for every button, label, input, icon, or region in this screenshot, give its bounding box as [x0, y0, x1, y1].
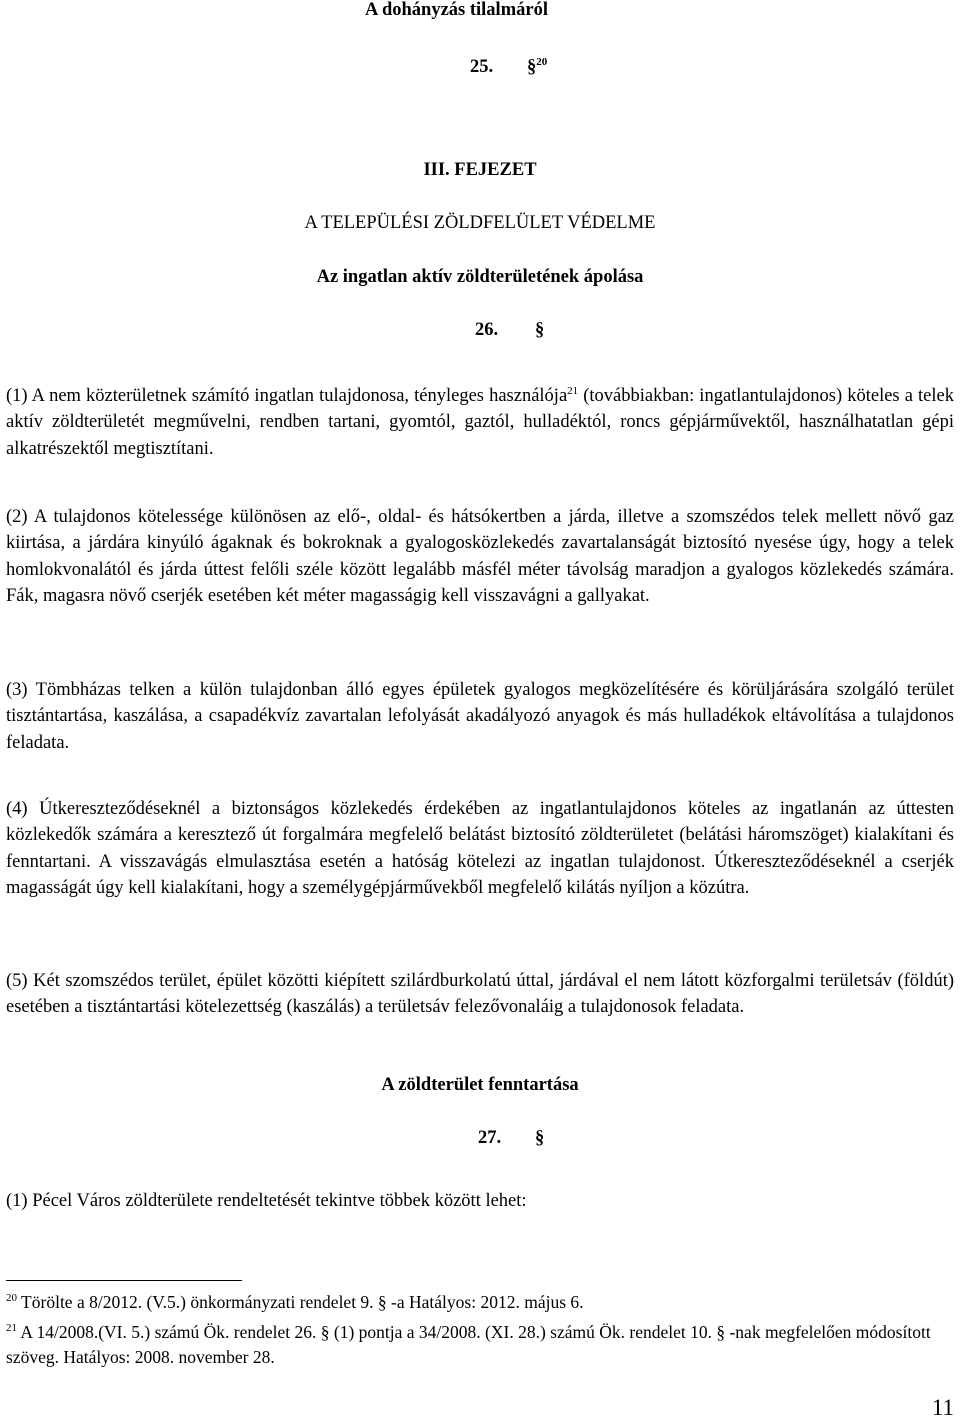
paragraph-1-text-b: (továbbiakban: ingatlantulajdonos) köteles a telek aktív zöldterületét megművelni, rendben tartani, gyomtól, gaztól, hulladéktól, roncs gépjárművektől, használhatatlan gépi alkatrészektől megtisztítani.	[6, 386, 954, 459]
footnote-21	[6, 1320, 954, 1370]
footnote-21-text: A 14/2008.(VI. 5.) számú Ök. rendelet 26. § (1) pontja a 34/2008. (XI. 28.) számú Ök. rendelet 10. § -nak megfelelően módosított szöveg. Hatályos: 2008. november 28.	[6, 1322, 931, 1367]
document-title: A dohányzás tilalmáról	[365, 0, 548, 20]
section-27-number: 27.	[478, 1128, 502, 1148]
footnote-20-marker: 20	[6, 1292, 17, 1305]
section-26-paragraph-4: (4) Útkereszteződéseknél a biztonságos közlekedés érdekében az ingatlantulajdonos köteles az ingatlanán az úttesten közlekedők számára a keresztező út forgalmára megfelelő belátást biztosító zöldterületet (belátási háromszöget) kialakítani és fenntartani. A visszavágás elmulasztása esetén a hatóság kötelezi az ingatlan tulajdonost. Útkereszteződéseknél a cserjék magasságát úgy kell kialakítani, hogy a személygépjárművekből megfelelő kilátás nyíljon a közútra.	[6, 799, 954, 899]
section-27-sign: §	[535, 1128, 545, 1148]
chapter-number: III. FEJEZET	[423, 160, 537, 180]
section-26-paragraph-5: (5) Két szomszédos terület, épület közötti kiépített szilárdburkolatú úttal, járdával el nem látott közforgalmi területsáv (földút) esetében a tisztántartási kötelezettség (kaszálás) a területsáv felezővonaláig a tulajdonosok feladata.	[6, 971, 954, 1018]
section-26-sign: §	[535, 320, 545, 340]
section-27-paragraph-1: (1) Pécel Város zöldterülete rendeltetését tekintve többek között lehet:	[6, 1191, 527, 1211]
footnote-20	[6, 1290, 954, 1315]
footnote-separator	[6, 1280, 242, 1281]
section-26-paragraph-1	[6, 383, 954, 462]
subheading: A zöldterület fenntartása	[381, 1075, 579, 1095]
chapter-title: A TELEPÜLÉSI ZÖLDFELÜLET VÉDELME	[304, 213, 656, 233]
section-sign: §	[527, 57, 537, 77]
section-26-number: 26.	[475, 320, 499, 340]
footnote-21-marker: 21	[6, 1322, 17, 1335]
footnote-ref-20[interactable]: 20	[536, 55, 548, 68]
section-25-number: 25.	[470, 57, 494, 77]
paragraph-1-text-a: (1) A nem közterületnek számító ingatlan tulajdonosa, tényleges használója	[6, 386, 568, 406]
page-number: 11	[931, 1395, 954, 1420]
footnote-ref-21[interactable]: 21	[567, 384, 579, 397]
footnote-20-text: Törölte a 8/2012. (V.5.) önkormányzati rendelet 9. § -a Hatályos: 2012. május 6.	[17, 1292, 584, 1312]
section-26-paragraph-2: (2) A tulajdonos kötelessége különösen az elő-, oldal- és hátsókertben a járda, illetve a szomszédos telek mellett növő gaz kiirtása, a járdára kinyúló ágaknak és bokroknak a gyalogosközlekedés zavartalanságát biztosító nyesése úgy, hogy a telek homlokvonalától és járda úttest felőli széle között legalább másfél méter távolság maradjon a gyalogos közlekedés számára. Fák, magasra növő cserjék esetében két méter magasságig kell visszavágni a gallyakat.	[6, 507, 954, 607]
section-26-paragraph-3: (3) Tömbházas telken a külön tulajdonban álló egyes épületek gyalogos megközelítésére és körüljárására szolgáló terület tisztántartása, kaszálása, a csapadékvíz zavartalan lefolyását akadályozó anyagok és más hulladékok eltávolítása a tulajdonos feladata.	[6, 680, 954, 753]
chapter-subtitle: Az ingatlan aktív zöldterületének ápolása	[316, 267, 644, 287]
section-25-sign	[527, 57, 547, 78]
